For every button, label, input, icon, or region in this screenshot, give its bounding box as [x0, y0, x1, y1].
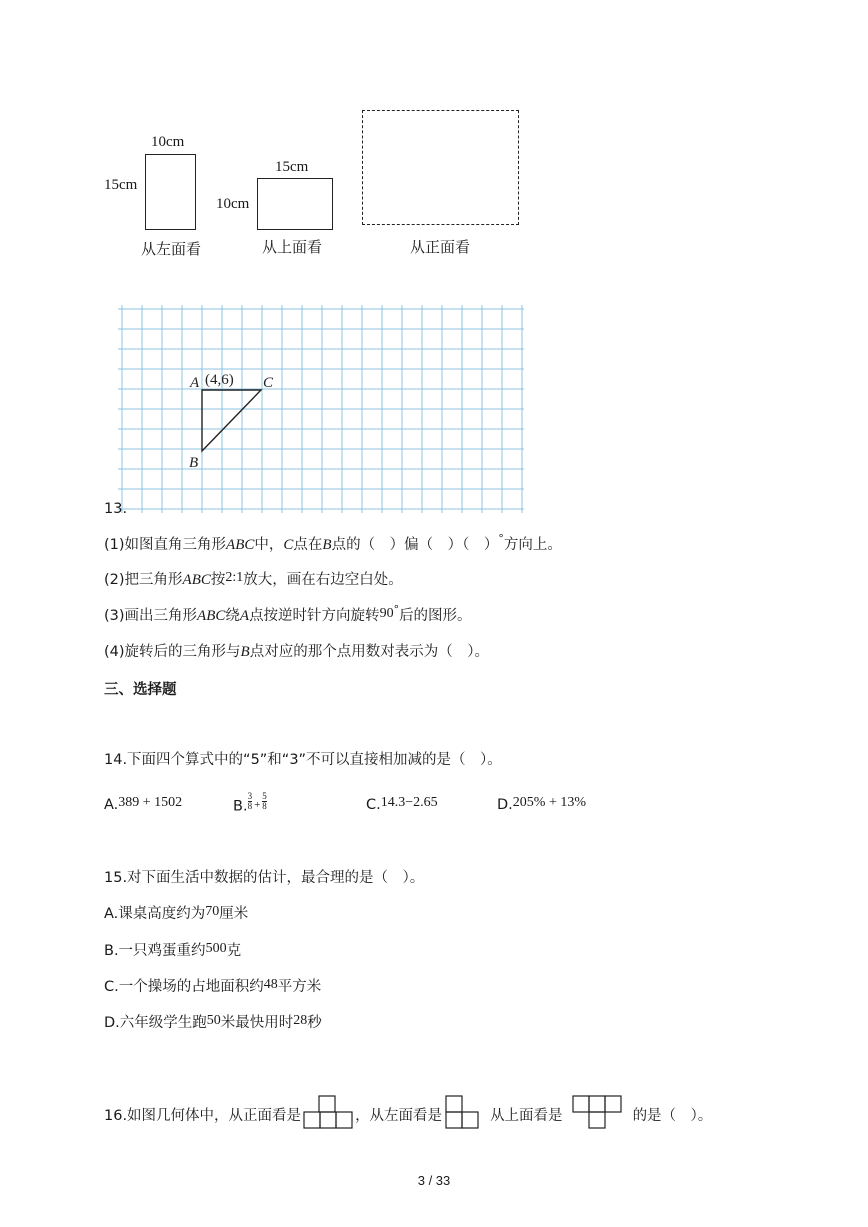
q13-p4-text-b: 点对应的那个点用数对表示为（ ）。: [249, 644, 489, 660]
q13-p4-point-b: B: [240, 644, 250, 660]
q13-part2: [104, 570, 403, 591]
q14-option-d-label: D.: [497, 797, 513, 813]
q15-option-c: C.一个操场的占地面积约48平方米: [104, 977, 322, 995]
q13-p1-text-d: 点的（ ）偏（ ）（ ）: [331, 537, 499, 553]
q13-p3-degree: °: [393, 603, 400, 616]
q13-p3-triangle-name: ABC: [197, 608, 226, 624]
q13-p2-text-b: 按: [210, 572, 226, 588]
grid-figure: [118, 303, 524, 517]
q13-p1-text-a: (1)如图直角三角形: [104, 537, 227, 553]
q15-option-b: B.一只鸡蛋重约500克: [104, 941, 242, 959]
top-view-icon: [571, 1094, 623, 1130]
left-view-caption: 从左面看: [141, 240, 202, 258]
q14-option-d-expr: 205% + 13%: [512, 795, 587, 810]
q13-p1-triangle-name: ABC: [226, 537, 255, 553]
triangle-abc: [202, 390, 261, 451]
q13-p2-text-a: (2)把三角形: [104, 572, 183, 588]
q16-text-c: 从上面看是: [490, 1108, 563, 1124]
left-view-height-label: 15cm: [104, 177, 138, 193]
q13-p1-point-b: B: [322, 537, 332, 553]
q14-option-a-expr: 389 + 1502: [118, 795, 183, 810]
left-view-icon: [444, 1094, 480, 1130]
q13-p2-ratio: 2:1: [225, 570, 244, 585]
q16-text-d: 的是（ ）。: [632, 1108, 713, 1124]
q13-p3-text-c: 点按逆时针方向旋转: [249, 608, 380, 624]
q15-option-a: A.课桌高度约为70厘米: [104, 904, 249, 922]
q14-option-a: [104, 797, 182, 814]
q15-option-d: D.六年级学生跑50米最快用时28秒: [104, 1013, 322, 1031]
q16-text-b: ，从左面看是: [355, 1108, 443, 1124]
q13-p3-text-a: (3)画出三角形: [104, 608, 198, 624]
top-view-caption: 从上面看: [262, 238, 323, 256]
q14-option-b: [233, 791, 267, 816]
q13-p3-angle: 90: [379, 606, 394, 621]
q13-p3-point-a: A: [239, 608, 250, 624]
left-view-width-label: 10cm: [151, 134, 185, 150]
point-b-label: B: [189, 455, 199, 471]
q14-option-a-label: A.: [104, 797, 119, 813]
q14-option-c-expr: 14.3−2.65: [380, 795, 438, 810]
front-view-icon: [303, 1094, 353, 1130]
q13-p2-text-c: 放大，画在右边空白处。: [243, 572, 403, 588]
left-view-rectangle: [145, 154, 196, 230]
q16-text-a: 16.如图几何体中，从正面看是: [104, 1108, 302, 1124]
q13-part4: [104, 642, 489, 662]
q14-option-c-label: C.: [366, 797, 381, 813]
q14-option-b-label: B.: [233, 798, 248, 815]
q13-p3-text-d: 后的图形。: [399, 608, 472, 624]
q13-p1-text-e: 方向上。: [503, 537, 562, 553]
section-heading: 三、选择题: [104, 682, 177, 698]
q14-option-c: [366, 797, 438, 814]
front-view-caption: 从正面看: [410, 238, 471, 256]
q14-fraction-2: $\frac{5}{8}$: [262, 791, 267, 811]
top-view-rectangle: [257, 178, 333, 230]
q13-number: 13.: [104, 501, 128, 517]
q14-option-d: [497, 797, 586, 814]
top-view-height-label: 10cm: [216, 196, 250, 212]
q13-p2-triangle-name: ABC: [182, 572, 211, 588]
q13-p3-text-b: 绕: [225, 608, 240, 624]
point-c-label: C: [263, 375, 274, 391]
q13-p1-text-c: 点在: [293, 537, 323, 553]
q13-p1-point-c: C: [283, 537, 294, 553]
q13-p1-degree: °: [498, 532, 504, 545]
page-number: 3 / 33: [417, 1173, 451, 1188]
q13-p1-text-b: 中，: [254, 537, 284, 553]
front-view-blank-box: [362, 110, 519, 225]
q14-plus-sign: +: [254, 798, 261, 811]
q14-stem: 14.下面四个算式中的“5”和“3”不可以直接相加减的是（ ）。: [104, 752, 502, 768]
top-view-width-label: 15cm: [275, 159, 309, 175]
q13-part3: [104, 603, 472, 627]
q16-line: [104, 1098, 712, 1134]
q13-part1: [104, 532, 562, 556]
q15-stem: 15.对下面生活中数据的估计，最合理的是（ ）。: [104, 870, 425, 886]
point-a-label: A: [190, 375, 200, 391]
coordinate-label: (4,6): [205, 372, 234, 388]
q14-fraction-1: $\frac{3}{8}$: [247, 791, 253, 811]
q13-p4-text-a: (4)旋转后的三角形与: [104, 644, 241, 660]
